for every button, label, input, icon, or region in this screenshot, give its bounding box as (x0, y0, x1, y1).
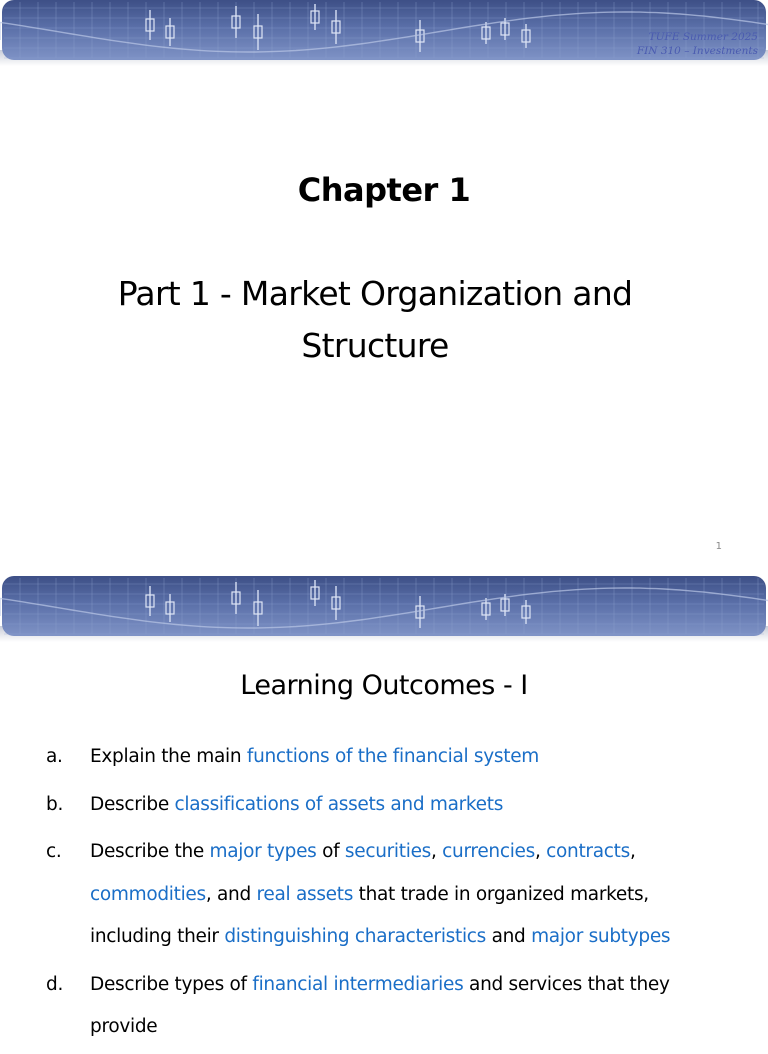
learning-outcome-item (46, 784, 726, 827)
outcome-text: of (316, 841, 345, 862)
outcome-text: that trade in organized markets, including their (90, 883, 649, 947)
slide-number: 1 (715, 541, 722, 552)
outcome-text: and services that they provide (90, 973, 670, 1037)
outcome-keyword: contracts (546, 841, 630, 862)
outcome-keyword: currencies (442, 841, 535, 862)
outcome-keyword: functions of the financial system (246, 746, 539, 767)
outcome-text: Describe the (90, 841, 210, 862)
course-term: TUFE Summer 2025 (648, 31, 758, 43)
outcome-text: , and (205, 883, 257, 905)
outcome-marker: d. (46, 973, 64, 995)
outcome-text: and (486, 926, 532, 947)
slide-2 (0, 576, 768, 1037)
outcome-text: , (430, 841, 443, 862)
outcome-keyword: financial intermediaries (252, 973, 464, 995)
outcome-keyword: major subtypes (531, 926, 671, 947)
stock-chart-banner-graphic (0, 576, 768, 642)
part-title: Part 1 - Market Organization and Structure (117, 274, 633, 365)
learning-outcomes-title: Learning Outcomes - I (240, 670, 528, 701)
chapter-title: Chapter 1 (297, 171, 471, 209)
course-info (637, 30, 758, 58)
outcome-text: Explain the main (90, 746, 247, 767)
outcome-text: Describe types of (90, 973, 253, 995)
stock-chart-banner (0, 576, 768, 642)
outcome-text: Describe (90, 793, 175, 815)
outcome-keyword: real assets (256, 883, 354, 905)
learning-outcome-item (46, 736, 726, 779)
learning-outcomes-list (46, 736, 726, 1054)
outcome-keyword: major types (209, 841, 317, 862)
outcome-marker: a. (46, 746, 63, 767)
outcome-marker: b. (46, 793, 64, 815)
course-name: FIN 310 – Investments (636, 45, 758, 57)
outcome-keyword: commodities (90, 883, 206, 905)
outcome-text: , (629, 841, 636, 862)
outcome-text: , (534, 841, 547, 862)
outcome-marker: c. (46, 841, 62, 862)
outcome-keyword: distinguishing characteristics (224, 926, 486, 947)
outcome-keyword: classifications of assets and markets (174, 793, 504, 815)
learning-outcome-item (46, 831, 726, 959)
learning-outcome-item (46, 964, 726, 1049)
outcome-keyword: securities (344, 841, 431, 862)
